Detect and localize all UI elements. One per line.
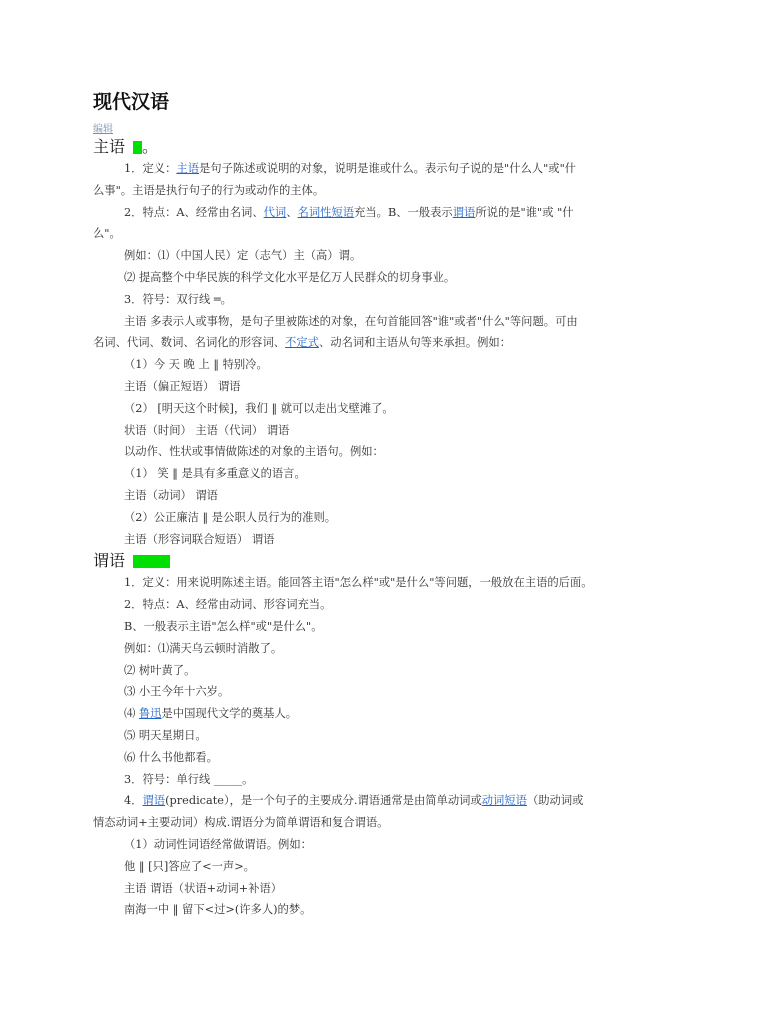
subject-features: 2．特点：A、经常由名词、代词、名词性短语充当。B、一般表示谓语所说的是"谁"或 "什 [124,205,574,219]
edit-link[interactable]: 编辑 [93,124,113,135]
subject-features-cont: 么"。 [93,227,121,241]
subject-description: 主语 多表示人或事物，是句子里被陈述的对象，在句首能回答"谁"或者"什么"等问题。可由 [124,314,578,328]
subject-sentence-1: （1）今 天 晚 上 ‖ 特别冷。 [124,358,268,372]
page-title: 现代汉语 [93,91,170,113]
link-pronoun[interactable]: 代词 [263,205,287,219]
subject-definition-cont: 么事"。主语是执行句子的行为或动作的主体。 [93,183,325,197]
subject-definition: 1．定义：主语是句子陈述或说明的对象，说明是谁或什么。表示句子说的是"什么人"或"什 [124,162,577,175]
predicate-verb-intro: （1）动词性词语经常做谓语。例如： [124,837,312,851]
subject-sentence-4: （2）公正廉洁 ‖ 是公职人员行为的准则。 [124,510,337,524]
document-page [93,88,683,921]
predicate-verb-example: 他 ‖ [只]答应了<一声>。 [124,859,255,873]
link-noun-phrase[interactable]: 名词性短语 [297,205,355,219]
heading-dot: 。 [142,137,159,156]
link-subject[interactable]: 主语 [176,162,199,175]
subject-example-1: 例如：⑴（中国人民）定（志气）主（高）谓。 [124,249,362,263]
subject-symbol: 3．符号：双行线 ═。 [124,292,232,306]
predicate-point-4: 4．谓语(predicate），是一个句子的主要成分.谓语通常是由简单动词或动词短语（助动词或 [124,794,584,808]
predicate-example-3: ⑶ 小王今年十六岁。 [124,685,230,699]
predicate-example-4: ⑷ 鲁迅是中国现代文学的奠基人。 [124,707,298,721]
predicate-symbol: 3．符号：单行线 _____。 [124,772,254,786]
predicate-example-6: ⑹ 什么书他都看。 [124,750,218,764]
subject-heading [93,136,683,158]
link-luxun[interactable]: 鲁迅 [138,707,162,721]
subject-description-cont: 名词、代词、数词、名词化的形容词、不定式、动名词和主语从句等来承担。例如： [93,336,512,350]
predicate-example-1: 例如：⑴满天乌云顿时消散了。 [124,641,283,655]
link-predicate[interactable]: 谓语 [452,205,476,219]
subject-sentence-4-note: 主语（形容词联合短语） 谓语 [124,532,275,546]
link-infinitive[interactable]: 不定式 [285,336,319,350]
predicate-heading [93,550,683,572]
predicate-heading-text: 谓语 [93,551,126,571]
link-predicate-term[interactable]: 谓语 [142,794,166,808]
subject-intro: 以动作、性状或事情做陈述的对象的主语句。例如： [124,445,384,459]
subject-sentence-3: （1） 笑 ‖ 是具有多重意义的语言。 [124,467,306,481]
predicate-features: 2．特点：A、经常由动词、形容词充当。 [124,598,332,612]
link-verb-phrase[interactable]: 动词短语 [481,794,527,808]
subject-sentence-2: （2） [明天这个时候]，我们 ‖ 就可以走出戈壁滩了。 [124,401,394,415]
predicate-verb-example-2: 南海一中 ‖ 留下<过>(许多人)的梦。 [124,903,312,917]
subject-example-2: ⑵ 提高整个中华民族的科学文化水平是亿万人民群众的切身事业。 [124,270,456,284]
subject-heading-text: 主语 [93,137,126,156]
highlight-mark [133,555,170,568]
predicate-point-4-cont: 情态动词+主要动词）构成.谓语分为简单谓语和复合谓语。 [93,816,389,830]
subject-sentence-1-note: 主语（偏正短语） 谓语 [124,379,241,393]
subject-sentence-2-note: 状语（时间） 主语（代词） 谓语 [124,423,290,437]
highlight-mark [133,141,142,154]
predicate-definition: 1．定义：用来说明陈述主语。能回答主语"怎么样"或"是什么"等问题，一般放在主语的后面。 [124,576,593,590]
predicate-example-2: ⑵ 树叶黄了。 [124,663,196,677]
subject-sentence-3-note: 主语（动词） 谓语 [124,488,218,502]
predicate-verb-note: 主语 谓语（状语+动词+补语） [124,881,283,895]
predicate-example-5: ⑸ 明天星期日。 [124,728,207,742]
predicate-features-b: B、一般表示主语"怎么样"或"是什么"。 [124,619,323,633]
